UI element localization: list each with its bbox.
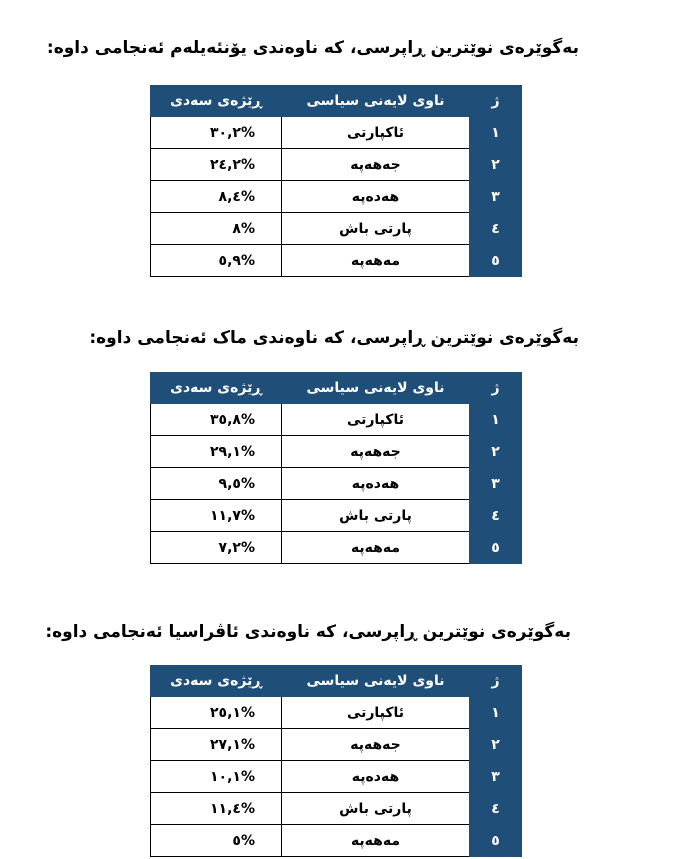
party-name: هەدەپە xyxy=(282,761,470,793)
table-row xyxy=(151,468,522,500)
table-row xyxy=(151,793,522,825)
table-row xyxy=(151,181,522,213)
percentage: %٢٤,٢ xyxy=(151,149,282,181)
table-row xyxy=(151,697,522,729)
percentage: %٣٥,٨ xyxy=(151,404,282,436)
party-name: هەدەپە xyxy=(282,468,470,500)
table-header-row xyxy=(151,373,522,404)
row-number: ١ xyxy=(470,697,522,729)
row-number: ٥ xyxy=(470,532,522,564)
row-number: ٥ xyxy=(470,825,522,857)
poll-table xyxy=(150,372,522,564)
percentage: %٢٩,١ xyxy=(151,436,282,468)
party-name: هەدەپە xyxy=(282,181,470,213)
header-percentage: ڕێژەی سەدی xyxy=(151,666,282,697)
table-row xyxy=(151,825,522,857)
percentage: %٩,٥ xyxy=(151,468,282,500)
section-title: بەگوێرەی نوێترین ڕاپرسی، کە ناوەندی یۆنئەیلەم ئەنجامی داوە: xyxy=(46,38,579,58)
percentage: %٢٥,١ xyxy=(151,697,282,729)
row-number: ١ xyxy=(470,404,522,436)
header-number: ژ xyxy=(470,86,522,117)
header-percentage: ڕێژەی سەدی xyxy=(151,373,282,404)
table-header-row xyxy=(151,86,522,117)
row-number: ١ xyxy=(470,117,522,149)
party-name: مەهەپە xyxy=(282,532,470,564)
table-row xyxy=(151,532,522,564)
row-number: ٢ xyxy=(470,436,522,468)
percentage: %٥,٩ xyxy=(151,245,282,277)
party-name: مەهەپە xyxy=(282,245,470,277)
table-row xyxy=(151,404,522,436)
header-number: ژ xyxy=(470,666,522,697)
table-row xyxy=(151,436,522,468)
table-row xyxy=(151,729,522,761)
party-name: ئاکپارتی xyxy=(282,404,470,436)
row-number: ٣ xyxy=(470,761,522,793)
percentage: %٨,٤ xyxy=(151,181,282,213)
party-name: ئاکپارتی xyxy=(282,697,470,729)
row-number: ٢ xyxy=(470,149,522,181)
table-row xyxy=(151,117,522,149)
table-row xyxy=(151,149,522,181)
header-percentage: ڕێژەی سەدی xyxy=(151,86,282,117)
section-title: بەگوێرەی نوێترین ڕاپرسی، کە ناوەندی ماک ئەنجامی داوە: xyxy=(89,328,579,348)
party-name: پارتی باش xyxy=(282,793,470,825)
row-number: ٢ xyxy=(470,729,522,761)
percentage: %٧,٢ xyxy=(151,532,282,564)
table-row xyxy=(151,761,522,793)
header-party-name: ناوی لایەنی سیاسی xyxy=(282,86,470,117)
row-number: ٥ xyxy=(470,245,522,277)
percentage: %٣٠,٢ xyxy=(151,117,282,149)
party-name: جەهەپە xyxy=(282,729,470,761)
row-number: ٤ xyxy=(470,793,522,825)
party-name: پارتی باش xyxy=(282,213,470,245)
poll-table xyxy=(150,665,522,857)
percentage: %١١,٤ xyxy=(151,793,282,825)
percentage: %٢٧,١ xyxy=(151,729,282,761)
percentage: %٥ xyxy=(151,825,282,857)
party-name: جەهەپە xyxy=(282,436,470,468)
table-header-row xyxy=(151,666,522,697)
row-number: ٣ xyxy=(470,181,522,213)
header-number: ژ xyxy=(470,373,522,404)
section-title: بەگوێرەی نوێترین ڕاپرسی، کە ناوەندی ئاڤراسیا ئەنجامی داوە: xyxy=(45,622,571,642)
poll-table xyxy=(150,85,522,277)
party-name: ئاکپارتی xyxy=(282,117,470,149)
row-number: ٤ xyxy=(470,500,522,532)
table-row xyxy=(151,213,522,245)
party-name: پارتی باش xyxy=(282,500,470,532)
percentage: %٨ xyxy=(151,213,282,245)
party-name: جەهەپە xyxy=(282,149,470,181)
table-row xyxy=(151,245,522,277)
percentage: %١١,٧ xyxy=(151,500,282,532)
row-number: ٤ xyxy=(470,213,522,245)
table-row xyxy=(151,500,522,532)
header-party-name: ناوی لایەنی سیاسی xyxy=(282,373,470,404)
party-name: مەهەپە xyxy=(282,825,470,857)
percentage: %١٠,١ xyxy=(151,761,282,793)
row-number: ٣ xyxy=(470,468,522,500)
header-party-name: ناوی لایەنی سیاسی xyxy=(282,666,470,697)
